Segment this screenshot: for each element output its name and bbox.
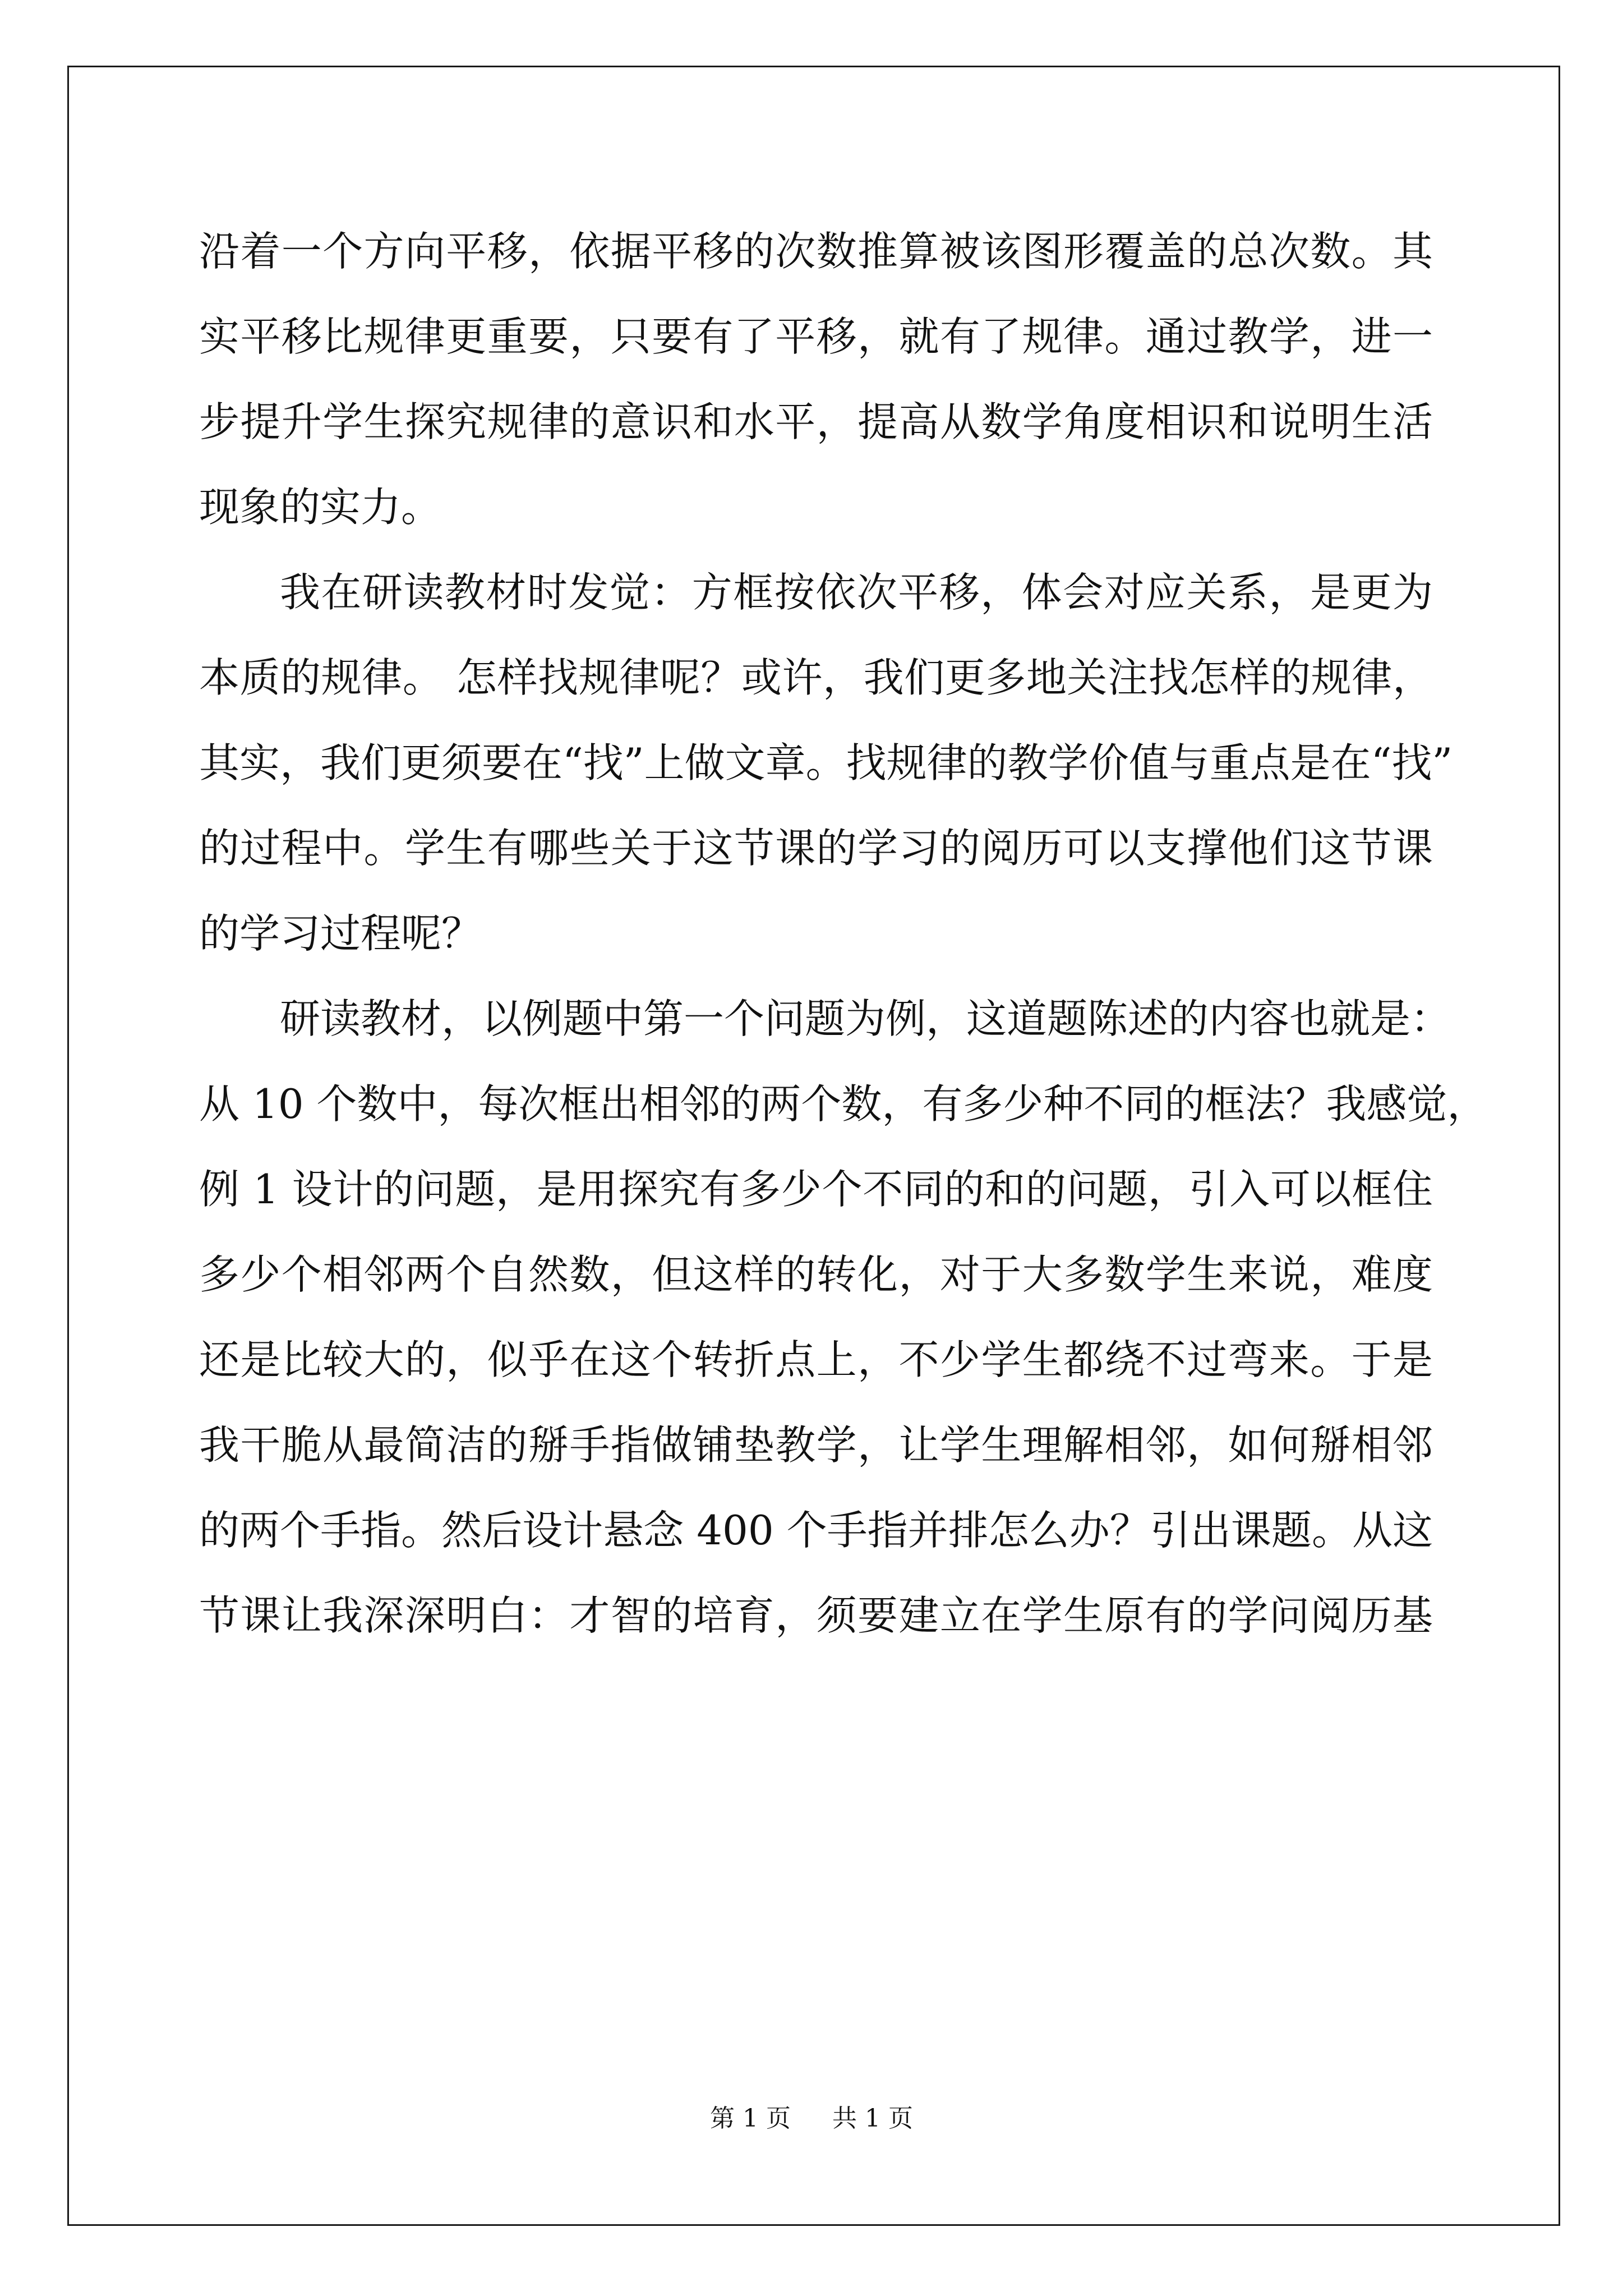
text-line: 实平移比规律更重要，只要有了平移，就有了规律。通过教学，进一 — [199, 313, 1433, 360]
text-line: 本质的规律。 怎样找规律呢？或许，我们更多地关注找怎样的规律， — [199, 654, 1433, 701]
page-number: 第 1 页 — [710, 2104, 791, 2133]
text-line: 例 1 设计的问题，是用探究有多少个不同的和的问题，引入可以框住 — [199, 1166, 1433, 1213]
text-line: 多少个相邻两个自然数，但这样的转化，对于大多数学生来说，难度 — [199, 1251, 1433, 1298]
text-line: 研读教材，以例题中第一个问题为例，这道题陈述的内容也就是： — [280, 995, 1451, 1042]
text-line: 的两个手指。然后设计悬念 400 个手指并排怎么办？引出课题。从这 — [199, 1507, 1433, 1554]
text-line: 从 10 个数中，每次框出相邻的两个数，有多少种不同的框法？我感觉， — [199, 1080, 1488, 1128]
text-line: 我干脆从最简洁的掰手指做铺垫教学，让学生理解相邻，如何掰相邻 — [199, 1421, 1433, 1469]
page-total: 共 1 页 — [832, 2104, 913, 2133]
text-line: 其实，我们更须要在“找”上做文章。找规律的教学价值与重点是在“找” — [199, 739, 1453, 786]
text-line: 节课让我深深明白：才智的培育，须要建立在学生原有的学问阅历基 — [199, 1592, 1433, 1639]
text-line: 步提升学生探究规律的意识和水平，提高从数学角度相识和说明生活 — [199, 398, 1433, 445]
text-line: 沿着一个方向平移，依据平移的次数推算被该图形覆盖的总次数。其 — [199, 228, 1433, 275]
document-body — [199, 209, 1488, 1658]
text-line: 现象的实力。 — [199, 484, 442, 531]
text-line: 我在研读教材时发觉：方框按依次平移，体会对应关系，是更为 — [280, 569, 1433, 616]
text-line: 的学习过程呢？ — [199, 910, 482, 957]
text-line: 的过程中。学生有哪些关于这节课的学习的阅历可以支撑他们这节课 — [199, 825, 1433, 872]
text-line: 还是比较大的，似乎在这个转折点上，不少学生都绕不过弯来。于是 — [199, 1336, 1433, 1383]
page-footer — [0, 2098, 1623, 2134]
